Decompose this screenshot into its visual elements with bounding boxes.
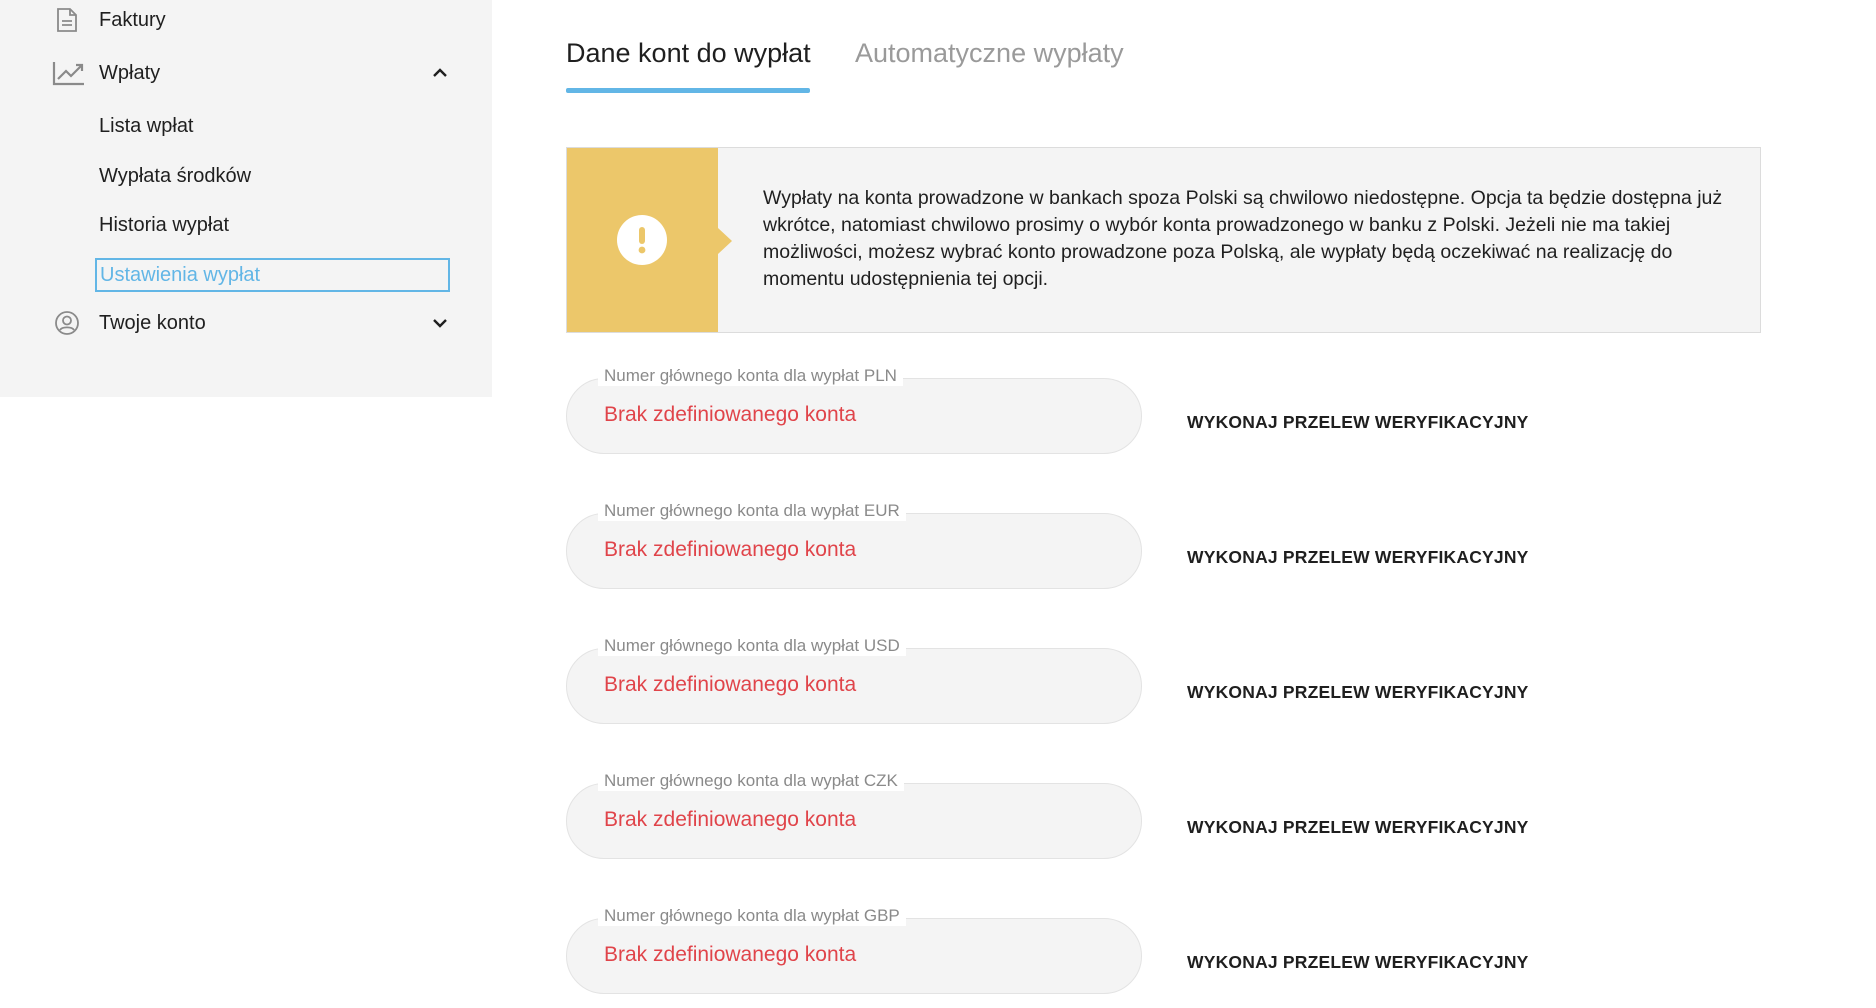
sidebar bbox=[0, 0, 492, 397]
account-label: Numer głównego konta dla wypłat EUR bbox=[598, 501, 906, 521]
account-value: Brak zdefiniowanego konta bbox=[604, 403, 857, 426]
sidebar-subitem-ustawienia-wyplat[interactable] bbox=[95, 258, 450, 292]
account-field-eur[interactable] bbox=[566, 501, 1142, 589]
exclamation-icon bbox=[617, 215, 667, 265]
verify-transfer-button-czk[interactable]: WYKONAJ PRZELEW WERYFIKACYJNY bbox=[1187, 817, 1529, 837]
tab-automatyczne-wyplaty[interactable]: Automatyczne wypłaty bbox=[855, 38, 1124, 68]
chart-line-icon bbox=[52, 58, 86, 88]
verify-transfer-button-gbp[interactable]: WYKONAJ PRZELEW WERYFIKACYJNY bbox=[1187, 952, 1529, 972]
account-label: Numer głównego konta dla wypłat CZK bbox=[598, 771, 904, 791]
account-value: Brak zdefiniowanego konta bbox=[604, 943, 857, 966]
verify-transfer-button-eur[interactable]: WYKONAJ PRZELEW WERYFIKACYJNY bbox=[1187, 547, 1529, 567]
alert-icon-panel bbox=[567, 148, 718, 332]
account-field-gbp[interactable] bbox=[566, 906, 1142, 994]
account-field-pln[interactable] bbox=[566, 366, 1142, 454]
sidebar-subitem-historia-wyplat[interactable]: Historia wypłat bbox=[99, 214, 230, 236]
chevron-down-icon[interactable] bbox=[428, 311, 452, 335]
sidebar-subitem-wyplata-srodkow[interactable]: Wypłata środków bbox=[99, 165, 252, 187]
sidebar-item-faktury[interactable] bbox=[0, 0, 492, 40]
document-icon bbox=[52, 5, 82, 35]
account-value: Brak zdefiniowanego konta bbox=[604, 808, 857, 831]
sidebar-item-label: Wpłaty bbox=[99, 61, 161, 84]
account-value: Brak zdefiniowanego konta bbox=[604, 538, 857, 561]
sidebar-item-twoje-konto[interactable] bbox=[0, 303, 492, 343]
sidebar-subitem-lista-wplat[interactable]: Lista wpłat bbox=[99, 115, 194, 137]
alert-message: Wypłaty na konta prowadzone w bankach spoza Polski są chwilowo niedostępne. Opcja ta będzie dostępna już wkrótce, natomiast chwilowo prosimy o wybór konta prowadzonego w banku z Polski. Jeżeli nie ma takiej możliwości, możesz wybrać konto prowadzone poza Polską, ale wypłaty będą oczekiwać na realizację do momentu udostępnienia tej opcji. bbox=[763, 187, 1723, 290]
account-field-usd[interactable] bbox=[566, 636, 1142, 724]
account-label: Numer głównego konta dla wypłat PLN bbox=[598, 366, 903, 386]
user-circle-icon bbox=[52, 308, 82, 338]
account-label: Numer głównego konta dla wypłat GBP bbox=[598, 906, 906, 926]
chevron-up-icon[interactable] bbox=[428, 61, 452, 85]
account-field-czk[interactable] bbox=[566, 771, 1142, 859]
sidebar-item-label: Twoje konto bbox=[99, 311, 206, 334]
verify-transfer-button-usd[interactable]: WYKONAJ PRZELEW WERYFIKACYJNY bbox=[1187, 682, 1529, 702]
active-tab-indicator bbox=[566, 88, 810, 93]
account-value: Brak zdefiniowanego konta bbox=[604, 673, 857, 696]
account-label: Numer głównego konta dla wypłat USD bbox=[598, 636, 906, 656]
sidebar-item-wplaty[interactable] bbox=[0, 53, 492, 93]
alert-notch bbox=[718, 228, 732, 254]
verify-transfer-button-pln[interactable]: WYKONAJ PRZELEW WERYFIKACYJNY bbox=[1187, 412, 1529, 432]
warning-alert bbox=[566, 147, 1761, 333]
tab-dane-kont[interactable]: Dane kont do wypłat bbox=[566, 38, 811, 68]
sidebar-item-label: Faktury bbox=[99, 8, 166, 31]
sidebar-subitem-label: Ustawienia wypłat bbox=[100, 263, 261, 286]
